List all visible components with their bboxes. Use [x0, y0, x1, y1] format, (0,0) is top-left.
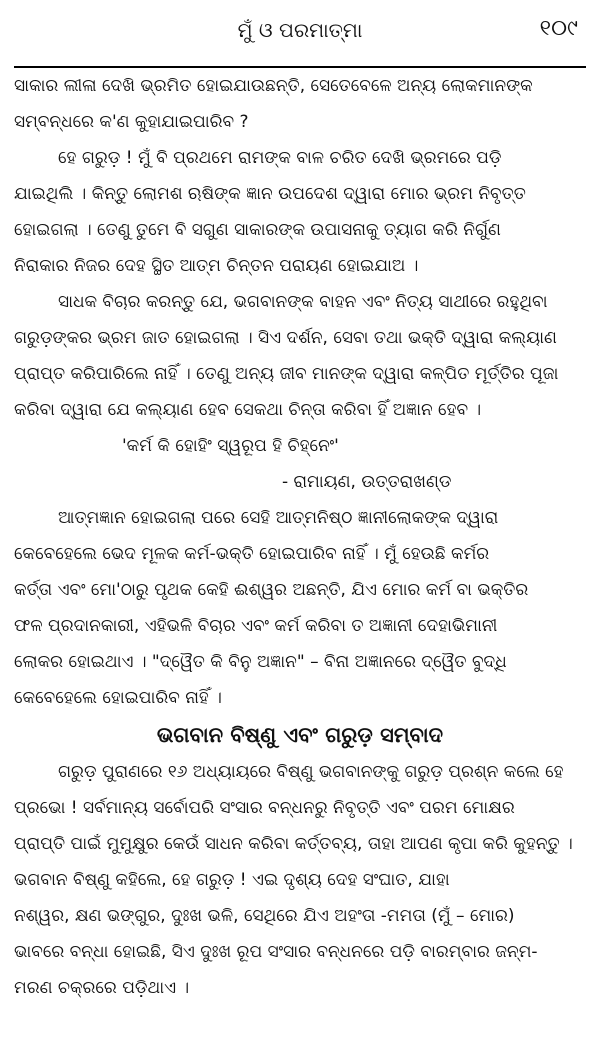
- text-line: କରିବା ଦ୍ୱାରା ଯେ କଲ୍ୟାଣ ହେବ ସେକଥା ଚିନ୍ତା କରିବା ହିଁ ଅଜ୍ଞାନ ହେବ ।: [14, 400, 482, 420]
- text-line: ନଶ୍ୱର, କ୍ଷଣ ଭଙ୍ଗୁର, ଦୁଃଖ ଭଳି, ସେଥିରେ ଯିଏ ଅହଂତା -ମମତା (ମୁଁ – ମୋର): [14, 906, 515, 926]
- text-line: ମରଣ ଚକ୍ରରେ ପଡ଼ିଥାଏ ।: [14, 978, 190, 998]
- text-line: ନିରାକାର ନିଜର ଦେହ ସ୍ଥିତ ଆତ୍ମ ଚିନ୍ତନ ପରାୟଣ ହୋଇଯାଅ ।: [14, 256, 419, 276]
- text-line: ସାଧକ ବିଚାର କରନ୍ତୁ ଯେ, ଭଗବାନଙ୍କ ବାହନ ଏବଂ ନିତ୍ୟ ସାଥୀରେ ରହୁଥିବା: [58, 292, 548, 312]
- text-line: ଗରୁଡ଼ଙ୍କର ଭ୍ରମ ଜାତ ହୋଇଗଲା । ସିଏ ଦର୍ଶନ, ସେବା ତଥା ଭକ୍ତି ଦ୍ୱାରା କଲ୍ୟାଣ: [14, 328, 557, 348]
- text-line: ଯାଇଥିଲି । କିନ୍ତୁ ଲୋମଶ ଋଷିଙ୍କ ଜ୍ଞାନ ଉପଦେଶ ଦ୍ୱାରା ମୋର ଭ୍ରମ ନିବୃତ୍ତ: [14, 184, 526, 204]
- page-header: [14, 0, 586, 68]
- quote-source: - ରାମାୟଣ, ଉତ୍ତରାଖଣ୍ଡ: [282, 472, 452, 492]
- text-line: ସମ୍ବନ୍ଧରେ କ'ଣ କୁହାଯାଇପାରିବ ?: [14, 112, 249, 132]
- text-line: ହୋଇଗଲା । ତେଣୁ ତୁମେ ବି ସଗୁଣ ସାକାରଙ୍କ ଉପାସନାକୁ ତ୍ୟାଗ କରି ନିର୍ଗୁଣ: [14, 220, 501, 240]
- text-line: ଗରୁଡ଼ ପୁରାଣରେ ୧୬ ଅଧ୍ୟାୟରେ ବିଷ୍ଣୁ ଭଗବାନଙ୍କୁ ଗରୁଡ଼ ପ୍ରଶ୍ନ କଲେ ହେ: [58, 762, 564, 782]
- text-line: ଭଗବାନ ବିଷ୍ଣୁ କହିଲେ, ହେ ଗରୁଡ଼ ! ଏଇ ଦୃଶ୍ୟ ଦେହ ସଂଘାତ, ଯାହା: [14, 870, 450, 890]
- text-line: କେବେହେଲେ ହୋଇପାରିବ ନାହିଁ ।: [14, 688, 222, 708]
- text-line: ଭାବରେ ବନ୍ଧା ହୋଇଛି, ସିଏ ଦୁଃଖ ରୂପ ସଂସାର ବନ୍ଧନରେ ପଡ଼ି ବାରମ୍ବାର ଜନ୍ମ-: [14, 942, 538, 962]
- text-line: ହେ ଗରୁଡ଼ ! ମୁଁ ବି ପ୍ରଥମେ ରାମଙ୍କ ବାଳ ଚରିତ ଦେଖି ଭ୍ରମରେ ପଡ଼ି: [58, 148, 502, 168]
- page-number: ୧୦୯: [539, 16, 578, 41]
- text-line: ପ୍ରାପ୍ତି ପାଇଁ ମୁମୁକ୍ଷୁର କେଉଁ ସାଧନ କରିବା କର୍ତ୍ତବ୍ୟ, ତାହା ଆପଣ କୃପା କରି କୁହନ୍ତୁ ।: [14, 834, 573, 854]
- text-line: କେବେହେଲେ ଭେଦ ମୂଳକ କର୍ମ-ଭକ୍ତି ହୋଇପାରିବ ନାହିଁ । ମୁଁ ହେଉଛି କର୍ମର: [14, 544, 490, 564]
- quote-text: 'କର୍ମ କି ହୋହିଂ ସ୍ୱରୂପ ହି ଚିହ୍ନେଂ': [122, 436, 339, 456]
- text-line: କର୍ତ୍ତା ଏବଂ ମୋ'ଠାରୁ ପୃଥକ କେହି ଈଶ୍ୱର ଅଛନ୍ତି, ଯିଏ ମୋର କର୍ମ ବା ଭକ୍ତିର: [14, 580, 529, 600]
- text-line: ସାକାର ଲୀଳା ଦେଖି ଭ୍ରମିତ ହୋଇଯାଉଛନ୍ତି, ସେତେବେଳେ ଅନ୍ୟ ଲୋକମାନଙ୍କ: [14, 76, 533, 96]
- text-line: ଲୋକର ହୋଇଥାଏ । "ଦ୍ୱୈତ କି ବିନୁ ଅଜ୍ଞାନ" – ବିନା ଅଜ୍ଞାନରେ ଦ୍ୱୈତ ବୁଦ୍ଧି: [14, 652, 507, 672]
- text-line: ପ୍ରାପ୍ତ କରିପାରିଲେ ନାହିଁ । ତେଣୁ ଅନ୍ୟ ଜୀବ ମାନଙ୍କ ଦ୍ୱାରା କଳ୍ପିତ ମୂର୍ତ୍ତିର ପୂଜା: [14, 364, 559, 384]
- text-line: ଆତ୍ମଜ୍ଞାନ ହୋଇଗଲା ପରେ ସେହି ଆତ୍ମନିଷ୍ଠ ଜ୍ଞାନୀଲୋକଙ୍କ ଦ୍ୱାରା: [58, 508, 499, 528]
- text-line: ଫଳ ପ୍ରଦାନକାରୀ, ଏହିଭଳି ବିଚାର ଏବଂ କର୍ମ କରିବା ତ ଅଜ୍ଞାନୀ ଦେହାଭିମାନୀ: [14, 616, 498, 636]
- running-title: ମୁଁ ଓ ପରମାତ୍ମା: [237, 18, 363, 42]
- section-heading: ଭଗବାନ ବିଷ୍ଣୁ ଏବଂ ଗରୁଡ଼ ସମ୍ବାଦ: [156, 723, 444, 747]
- text-line: ପ୍ରଭୋ ! ସର୍ବମାନ୍ୟ ସର୍ବୋପରି ସଂସାର ବନ୍ଧନରୁ ନିବୃତ୍ତି ଏବଂ ପରମ ମୋକ୍ଷର: [14, 798, 515, 818]
